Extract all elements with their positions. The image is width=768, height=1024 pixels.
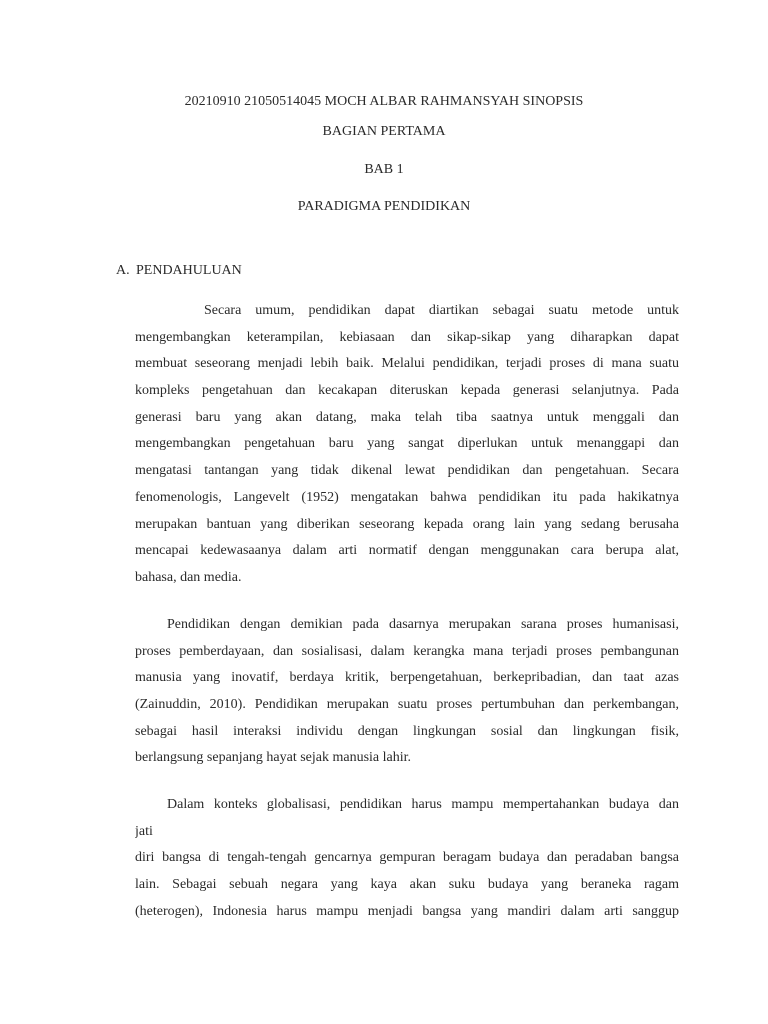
paragraph-line: mengembangkan keterampilan, kebiasaan dan sikap-sikap yang diharapkan dapat (135, 329, 679, 345)
chapter-title: PARADIGMA PENDIDIKAN (297, 199, 471, 214)
paragraph-2 (135, 612, 679, 772)
paragraph-line: merupakan bantuan yang diberikan seseorang kepada orang lain yang sedang berusaha (135, 516, 679, 532)
paragraph-line: fenomenologis, Langevelt (1952) mengatakan bahwa pendidikan itu pada hakikatnya (135, 489, 679, 505)
paragraph-line: mengatasi tantangan yang tidak dikenal lewat pendidikan dan pengetahuan. Secara (135, 463, 679, 479)
paragraph-line: generasi baru yang akan datang, maka telah tiba saatnya untuk menggali dan (135, 409, 679, 425)
section-heading (116, 262, 242, 280)
paragraph-line: Dalam konteks globalisasi, pendidikan harus mampu mempertahankan budaya dan (167, 797, 679, 812)
paragraph-line: lain. Sebagai sebuah negara yang kaya akan suku budaya yang beraneka ragam (135, 877, 679, 893)
paragraph-line: sebagai hasil interaksi individu dengan lingkungan sosial dan lingkungan fisik, (135, 723, 679, 739)
paragraph-line: membuat seseorang menjadi lebih baik. Melalui pendidikan, terjadi proses di mana suatu (135, 356, 679, 372)
paragraph-line: manusia yang inovatif, berdaya kritik, berpengetahuan, berkepribadian, dan taat azas (135, 670, 679, 686)
paragraph-line: (Zainuddin, 2010). Pendidikan merupakan suatu proses pertumbuhan dan perkembangan, (135, 697, 679, 713)
document-identifier: 20210910 21050514045 MOCH ALBAR RAHMANSYAH SINOPSIS (184, 94, 584, 109)
paragraph-line: mengembangkan pengetahuan baru yang sangat diperlukan untuk menanggapi dan (135, 436, 679, 452)
paragraph-3 (135, 792, 679, 925)
paragraph-1 (135, 298, 679, 592)
paragraph-line: bahasa, dan media. (135, 569, 242, 585)
paragraph-line: jati (135, 823, 153, 839)
paragraph-line: kompleks pengetahuan dan kecakapan diteruskan kepada generasi selanjutnya. Pada (135, 383, 679, 399)
part-title: BAGIAN PERTAMA (322, 124, 446, 139)
paragraph-line: diri bangsa di tengah-tengah gencarnya gempuran beragam budaya dan peradaban bangsa (135, 850, 679, 866)
paragraph-line: Pendidikan dengan demikian pada dasarnya merupakan sarana proses humanisasi, (167, 617, 679, 632)
paragraph-line: Secara umum, pendidikan dapat diartikan sebagai suatu metode untuk (204, 303, 679, 318)
section-marker: A. (116, 263, 130, 278)
paragraph-line: proses pemberdayaan, dan sosialisasi, dalam kerangka mana terjadi proses pembangunan (135, 643, 679, 659)
chapter-number: BAB 1 (364, 162, 404, 177)
paragraph-line: berlangsung sepanjang hayat sejak manusia lahir. (135, 750, 412, 766)
section-title: PENDAHULUAN (136, 263, 242, 278)
paragraph-line: (heterogen), Indonesia harus mampu menjadi bangsa yang mandiri dalam arti sanggup (135, 903, 679, 919)
paragraph-line: mencapai kedewasaanya dalam arti normatif dengan menggunakan cara berupa alat, (135, 543, 679, 559)
